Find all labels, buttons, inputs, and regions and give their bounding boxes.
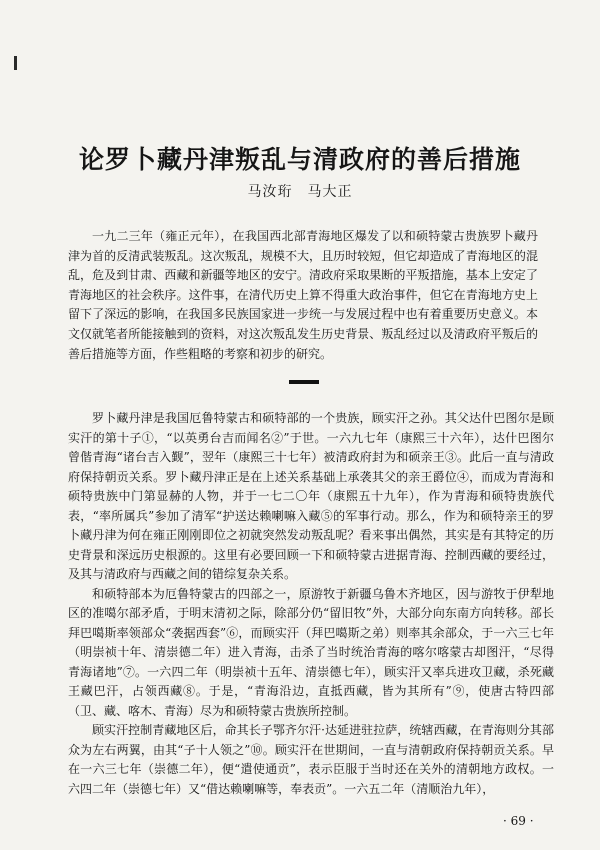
- article-body: [68, 409, 554, 799]
- body-paragraph: 和硕特部本为厄鲁特蒙古的四部之一，原游牧于新疆乌鲁木齐地区，因与游牧于伊犁地区的准噶尔部矛盾，于明末清初之际，除部分仍“留旧牧”外，大部分向东南方向转移。部长拜巴噶斯率领部众“袭据西套”⑥，而顾实汗（拜巴噶斯之弟）则率其余部众，于一六三七年（明崇祯十年、清崇德二年）进入青海，击杀了当时统治青海的喀尔喀蒙古却图汗，“尽得青海诸地”⑦。一六四二年（明崇祯十五年、清崇德七年），顾实汗又率兵进攻卫藏，杀死藏王藏巴汗，占领西藏⑧。于是，“青海沿边，直抵西藏，皆为其所有”⑨，使唐古特四部（卫、藏、喀木、青海）尽为和硕特蒙古贵族所控制。: [68, 586, 554, 718]
- page-number: · 69 ·: [503, 814, 534, 828]
- article-title: 论罗卜藏丹津叛乱与清政府的善后措施: [78, 145, 521, 174]
- body-paragraph: 罗卜藏丹津是我国厄鲁特蒙古和硕特部的一个贵族，顾实汗之孙。其父达什巴图尔是顾实汗的第十子①，“以英勇台吉而闻名②”于世。一六九七年（康熙三十六年），达什巴图尔曾偕青海“诸台吉入觐”，翌年（康熙三十七年）被清政府封为和硕亲王③。此后一直与清政府保持朝贡关系。罗卜藏丹津正是在上述关系基础上承袭其父的亲王爵位④，而成为青海和硕特贵族中门第显赫的人物，并于一七二〇年（康熙五十九年），作为青海和硕特贵族代表，“率所属兵”参加了清军“护送达赖喇嘛入藏⑤的军事行动。那么，作为和硕特亲王的罗卜藏丹津为何在雍正刚刚即位之初就突然发动叛乱呢？看来事出偶然，其实是有其特定的历史背景和深远历史根源的。这里有必要回顾一下和硕特蒙古进据青海、控制西藏的要经过，及其与清政府与西藏之间的错综复杂关系。: [68, 411, 554, 581]
- body-paragraph: 顾实汗控制青藏地区后，命其长子鄂齐尔汗·达延进驻拉萨，统辖西藏，在青海则分其部众为左右两翼，由其“子十人领之”⑩。顾实汗在世期间，一直与清朝政府保持朝贡关系。早在一六三七年（崇德二年），便“遣使通贡”，表示臣服于当时还在关外的清朝地方政权。一六四二年（崇德七年）又“借达赖喇嘛等，奉表贡”。一六五二年（清顺治九年），: [68, 723, 554, 796]
- article-authors: 马汝珩 马大正: [247, 184, 353, 200]
- page-edge-mark: [14, 56, 17, 70]
- section-one-marker: [289, 380, 319, 384]
- article-abstract: 一九二三年（雍正元年），在我国西北部青海地区爆发了以和硕特蒙古贵族罗卜藏丹津为首的反清武装叛乱。这次叛乱，规模不大，且历时较短，但它却造成了青海地区的混乱，危及到甘肃、西藏和新疆等地区的安宁。清政府采取果断的平叛措施，基本上安定了青海地区的社会秩序。这件事，在清代历史上算不得重大政治事件，但它在青海地方史上留下了深远的影响，在我国多民族国家进一步统一与发展过程中也有着重要历史意义。本文仅就笔者所能接触到的资料，对这次叛乱发生历史背景、叛乱经过以及清政府平叛后的善后措施等方面，作些粗略的考察和初步的研究。: [68, 229, 538, 361]
